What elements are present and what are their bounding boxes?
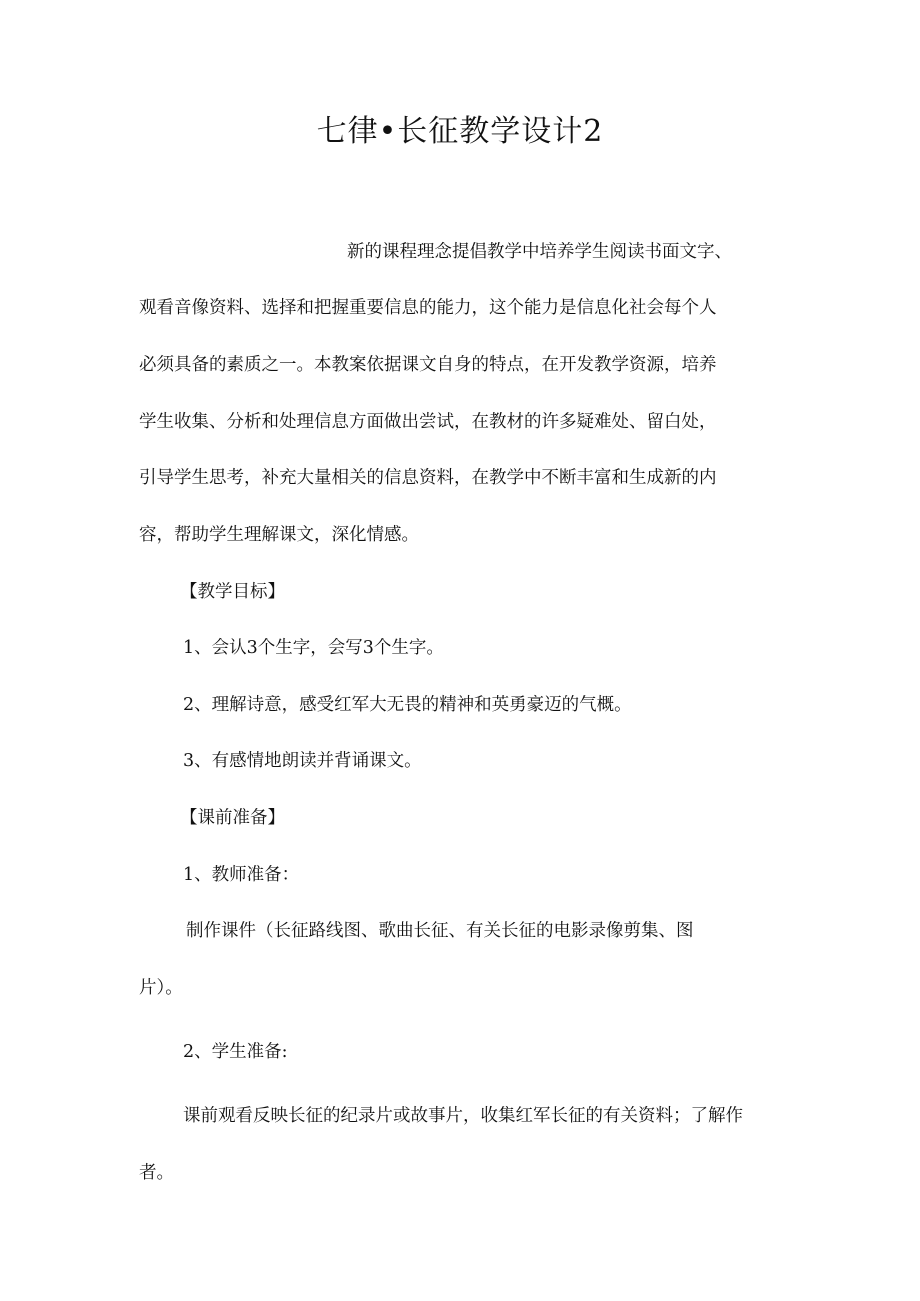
intro-line-6: 容，帮助学生理解课文，深化情感。 <box>139 525 419 545</box>
prep-heading: 【课前准备】 <box>180 808 285 828</box>
student-prep-label: 2、学生准备: <box>183 1042 288 1062</box>
goal-item-2: 2、理解诗意，感受红军大无畏的精神和英勇豪迈的气概。 <box>183 695 632 715</box>
intro-line-5: 引导学生思考，补充大量相关的信息资料，在教学中不断丰富和生成新的内 <box>139 468 717 488</box>
goal-item-1: 1、会认3个生字，会写3个生字。 <box>183 638 444 658</box>
intro-line-2: 观看音像资料、选择和把握重要信息的能力，这个能力是信息化社会每个人 <box>139 298 717 318</box>
goals-heading: 【教学目标】 <box>180 582 285 602</box>
teacher-prep-label: 1、教师准备： <box>183 865 300 885</box>
student-prep-text-1: 课前观看反映长征的纪录片或故事片，收集红军长征的有关资料；了解作 <box>183 1106 743 1126</box>
teacher-prep-text-1: 制作课件（长征路线图、歌曲长征、有关长征的电影录像剪集、图 <box>186 921 694 941</box>
intro-line-4: 学生收集、分析和处理信息方面做出尝试，在教材的许多疑难处、留白处， <box>139 412 717 432</box>
goal-item-3: 3、有感情地朗读并背诵课文。 <box>183 751 422 771</box>
teacher-prep-text-2: 片）。 <box>139 978 183 998</box>
student-prep-text-2: 者。 <box>139 1163 174 1183</box>
intro-line-3: 必须具备的素质之一。本教案依据课文自身的特点，在开发教学资源，培养 <box>139 355 717 375</box>
document-title: 七律•长征教学设计2 <box>316 114 604 149</box>
intro-line-1: 新的课程理念提倡教学中培养学生阅读书面文字、 <box>347 242 732 262</box>
